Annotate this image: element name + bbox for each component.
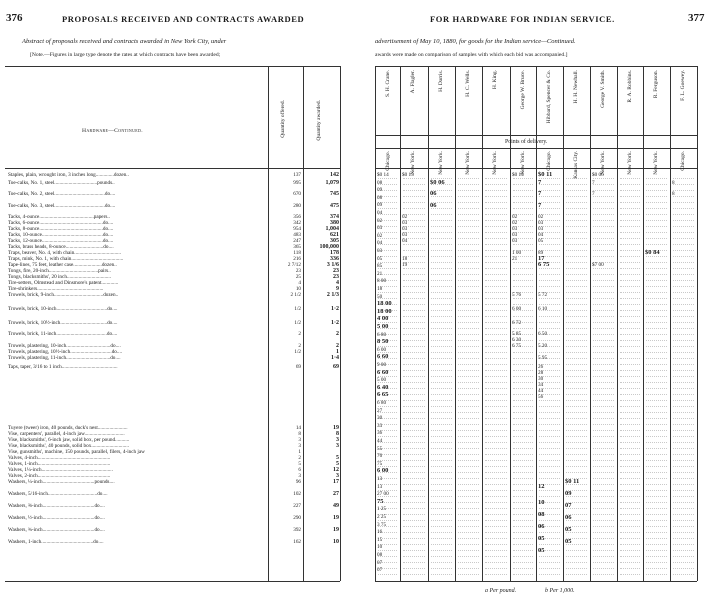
bid-value: 16 — [377, 529, 383, 536]
bid-value: 06 — [430, 202, 437, 209]
quantity-awarded: 475 — [330, 203, 339, 209]
quantity-offered: 342 — [293, 220, 301, 226]
bid-value: 30 — [538, 376, 544, 382]
quantity-offered: 8 — [298, 431, 301, 437]
bid-value: 04 — [402, 238, 408, 244]
quantity-offered: 3 — [298, 443, 301, 449]
quantity-awarded: 380 — [330, 220, 339, 226]
item-description: Tire-shrinkers................................................... — [8, 286, 104, 292]
bid-value: 04 — [538, 232, 544, 238]
quantity-offered: 25 — [295, 274, 301, 280]
bid-value: 8 — [672, 191, 675, 197]
quantity-offered: 69 — [295, 364, 301, 370]
quantity-awarded: 23 — [333, 274, 339, 280]
bid-value: 4 00 — [377, 315, 389, 323]
bid-value: 8 00 — [377, 278, 387, 285]
bid-value: $0 84 — [645, 249, 660, 256]
bid-value: 08 — [377, 552, 383, 558]
delivery-point: Chicago. — [546, 151, 552, 171]
bid-value: 6 80 — [377, 331, 387, 338]
bid-value: 5 20 — [538, 343, 548, 349]
bid-value: 07 — [377, 567, 383, 574]
delivery-point: Chicago. — [680, 151, 686, 171]
bid-value: $0 14 — [512, 172, 524, 178]
quantity-offered: 227 — [293, 503, 301, 509]
bid-value: 6 75 — [538, 261, 550, 268]
bidder-name: H. H. Newhall. — [573, 70, 579, 104]
item-description: Trowels, brick, 9-inch......................................dozen.. — [8, 292, 119, 298]
bid-value: $0 06 — [592, 172, 604, 178]
quantity-awarded: 27 — [333, 491, 339, 497]
bid-value: 6 75 — [512, 343, 522, 349]
item-description: Valves, 2-inch........................................................ — [8, 473, 111, 479]
bidder-name: Hibbard, Spencer & Co. — [546, 70, 552, 124]
quantity-awarded: 621 — [330, 232, 339, 238]
quantity-awarded: 49 — [333, 503, 339, 509]
bid-value: 15 — [377, 536, 383, 543]
bid-value: 6 65 — [377, 391, 389, 399]
bid-value: 18 00 — [377, 307, 392, 315]
bid-value: 5 00 — [377, 377, 387, 384]
item-description: Trowels, brick, 10½-inch....................................do.... — [8, 320, 118, 326]
bid-value: 85 — [377, 263, 383, 270]
item-description: Trowels, plastering, 10½-inch................................do.... — [8, 349, 123, 355]
bid-value: 8 — [672, 180, 675, 186]
quantity-offered: 2 7/12 — [287, 262, 301, 268]
bid-value: 6 40 — [377, 383, 389, 391]
item-description: Valves, 4-inch........................................................ — [8, 455, 111, 461]
bid-value: $7 00 — [592, 262, 604, 268]
quantity-awarded: 3 — [336, 473, 339, 479]
bid-value: 55 — [377, 445, 383, 452]
item-description: Washers, ¼-inch........................................pounds.... — [8, 479, 115, 485]
points-of-delivery-label: Points of delivery. — [505, 139, 548, 145]
right-running-head: FOR HARDWARE FOR INDIAN SERVICE. — [430, 14, 615, 24]
quantity-offered: 216 — [293, 256, 301, 262]
bid-value: 6 00 — [377, 467, 389, 475]
quantity-awarded: 19 — [333, 527, 339, 533]
bidder-name: R. Ferguson. — [653, 70, 659, 99]
bid-value: 05 — [377, 255, 383, 262]
item-description: Washers, 1-inch........................................do.... — [8, 539, 104, 545]
bidder-name: H. King. — [492, 70, 498, 90]
quantity-offered: 162 — [293, 539, 301, 545]
quantity-awarded: 8 — [336, 431, 339, 437]
bid-value: 27 — [377, 407, 383, 414]
bid-value: 33 — [377, 422, 383, 429]
quantity-awarded: 9 — [336, 286, 339, 292]
delivery-point: New York. — [520, 151, 526, 175]
quantity-offered: 280 — [293, 203, 301, 209]
bid-value: 5 85 — [512, 331, 522, 337]
quantity-awarded: 2 — [336, 331, 339, 337]
bid-value: 5 72 — [538, 292, 548, 298]
delivery-point: New York. — [492, 151, 498, 175]
item-description: Trowels, plastering, 10-inch..................................do.... — [8, 343, 121, 349]
bid-value: 34 — [538, 382, 544, 388]
quantity-offered: 954 — [293, 226, 301, 232]
item-description: Washers, 5/16-inch......................................do.... — [8, 491, 108, 497]
quantity-offered: 3 — [298, 473, 301, 479]
quantity-offered: 137 — [293, 172, 301, 178]
bid-value: $0 11 — [565, 478, 580, 485]
quantity-awarded: 5 — [336, 461, 339, 467]
bid-value: 8 50 — [377, 338, 389, 346]
bid-value: $0 13 — [402, 172, 414, 178]
bid-value: 56 — [538, 394, 544, 400]
bid-value: 05 — [538, 535, 545, 542]
left-note: [Note.—Figures in large type denote the rates at which contracts have been awarded; — [30, 52, 221, 58]
bid-value: 75 — [377, 460, 383, 467]
quantity-offered: 392 — [293, 527, 301, 533]
quantity-offered: 14 — [295, 425, 301, 431]
delivery-point: New York. — [627, 151, 633, 175]
bid-value: 03 — [512, 232, 518, 238]
quantity-awarded: 305 — [330, 238, 339, 244]
bid-value: 08 — [377, 179, 383, 186]
right-subtitle: advertisement of May 10, 1880, for goods for the Indian service—Continued. — [375, 38, 576, 45]
section-heading: Hardware—Continued. — [82, 128, 143, 134]
bidder-name: H. Darris. — [438, 70, 444, 92]
bid-value: 9 00 — [377, 362, 387, 368]
bid-value: 1 25 — [377, 506, 387, 513]
quantity-offered: 2 — [298, 455, 301, 461]
quantity-offered: 96 — [295, 479, 301, 485]
quantity-offered: 1/2 — [294, 349, 301, 355]
bid-value: 03 — [402, 220, 408, 226]
bid-value: 02 — [377, 232, 383, 239]
bid-value: 03 — [377, 248, 383, 254]
quantity-awarded: 745 — [330, 191, 339, 197]
quantity-awarded: 3 — [336, 437, 339, 443]
bidder-name: F. L. Goewey. — [680, 70, 686, 101]
item-description: Toe-calks, No. 1, steel.................................pounds.. — [8, 180, 115, 186]
item-description: Toe-calks, No. 2, steel.......................................do.... — [8, 191, 116, 197]
bid-value: 18 — [377, 286, 383, 292]
quantity-offered: 10 — [295, 286, 301, 292]
quantity-offered: 102 — [293, 491, 301, 497]
item-description: Vise, blacksmiths', 40 pounds, solid box............................. — [8, 443, 129, 449]
footnote-per-thousand: b Per 1,000. — [545, 588, 575, 594]
bid-value: 03 — [512, 226, 518, 232]
bid-value: 44 — [538, 388, 544, 394]
bid-value: 06 — [430, 190, 437, 197]
quantity-offered: 1 — [298, 449, 301, 455]
quantity-awarded: 19 — [333, 425, 339, 431]
quantity-offered: 247 — [293, 238, 301, 244]
item-description: Traps, beaver, No. 4, with chain.................................... — [8, 250, 121, 256]
bid-value: 7 — [592, 191, 595, 197]
bid-value: 5 76 — [512, 292, 522, 298]
col-quantity-offered: Quantity offered. — [280, 100, 286, 138]
bid-value: 08 — [538, 511, 545, 518]
item-description: Valves, 1-inch........................................................ — [8, 461, 111, 467]
delivery-point: Chicago. — [385, 151, 391, 171]
item-description: Tape-lines, 75 feet, leather case......................dozen.. — [8, 262, 117, 268]
delivery-point: New York. — [465, 151, 471, 175]
quantity-awarded: 12 — [333, 467, 339, 473]
bid-value: 08 — [377, 194, 383, 201]
bid-value: 09 — [565, 490, 572, 497]
quantity-awarded: 2 — [336, 343, 339, 349]
quantity-offered: 365 — [293, 244, 301, 250]
bid-value: 1 00 — [512, 250, 522, 256]
quantity-offered: 2 1/2 — [290, 292, 301, 298]
quantity-offered: 23 — [295, 268, 301, 274]
quantity-awarded: 17 — [333, 479, 339, 485]
quantity-awarded: 1·4 — [330, 355, 339, 361]
item-description: Vise, blacksmiths', 6-inch jaw, solid box, per pound........... — [8, 437, 130, 443]
bid-value: 6 10 — [538, 306, 548, 312]
bidder-name: H. C. Wells. — [465, 70, 471, 97]
bid-value: 6 00 — [377, 346, 387, 353]
quantity-awarded: 1,004 — [325, 226, 339, 232]
bid-value: 07 — [377, 559, 383, 566]
bid-value: 18 — [402, 256, 408, 262]
quantity-awarded: 178 — [330, 250, 339, 256]
bid-value: 03 — [377, 225, 383, 232]
item-description: Washers, ⅜-inch........................................do.... — [8, 503, 105, 509]
bid-value: 02 — [538, 214, 544, 220]
bid-value: 02 — [377, 217, 383, 224]
bid-value: 12 — [538, 483, 545, 490]
bid-value: 06 — [565, 514, 572, 521]
bid-value: 26 — [538, 364, 544, 370]
left-page-number: 376 — [6, 12, 23, 24]
quantity-awarded: 2 1/3 — [326, 292, 339, 298]
quantity-awarded: 10 — [333, 539, 339, 545]
item-description: Trowels, brick, 10-inch.......................................do.... — [8, 306, 118, 312]
bid-value: 6 50 — [538, 331, 548, 337]
bid-value: 6 80 — [377, 400, 387, 406]
quantity-awarded: 3 1/6 — [326, 262, 339, 268]
quantity-offered: 5 — [298, 461, 301, 467]
quantity-awarded: 1·2 — [330, 306, 339, 312]
bid-value: 89 — [538, 250, 544, 256]
bid-value: 03 — [402, 232, 408, 238]
delivery-point: New York. — [653, 151, 659, 175]
delivery-point: New York. — [438, 151, 444, 175]
bid-value: 02 — [512, 214, 518, 220]
bid-value: 09 — [377, 202, 383, 209]
bid-value: 75 — [377, 497, 384, 505]
bid-value: 17 — [538, 255, 545, 262]
quantity-awarded: 5 — [336, 455, 339, 461]
bid-value: 7 — [592, 180, 595, 186]
left-running-head: PROPOSALS RECEIVED AND CONTRACTS AWARDED — [62, 14, 305, 24]
bid-value: 21 — [377, 270, 383, 277]
bid-value: 03 — [538, 226, 544, 232]
quantity-awarded: 374 — [330, 214, 339, 220]
bid-value: 6 60 — [377, 353, 389, 361]
bid-value: 44 — [377, 438, 383, 444]
quantity-awarded: 69 — [333, 364, 339, 370]
item-description: Vise, gunsmiths', machine, 150 pounds, parallel, filers, 4-inch jaw — [8, 449, 145, 455]
item-description: Trowels, brick, 11-inch.......................................do.... — [8, 331, 118, 337]
bid-value: 30 — [377, 415, 383, 422]
bid-value: 05 — [538, 238, 544, 244]
item-description: Staples, plain, wrought iron, 3 inches long..............dozen.. — [8, 172, 129, 178]
quantity-offered: 6 — [298, 467, 301, 473]
bid-value: 07 — [565, 502, 572, 509]
item-description: Taps, taper, 3/16 to 1 inch........................................... — [8, 364, 118, 370]
item-description: Tuyere (tweer) iron, 40 pounds, duck's nest....................... — [8, 425, 128, 431]
bid-value: 70 — [377, 453, 383, 460]
bidder-name: A. Flagler. — [410, 70, 416, 94]
item-description: Washers, ½-inch........................................do.... — [8, 515, 105, 521]
bid-value: 7 — [538, 190, 542, 197]
bid-value: 6 60 — [377, 368, 389, 376]
item-description: Toe-calks, No. 3, steel.......................................do.... — [8, 203, 116, 209]
bidder-name: R. A. Robbins. — [627, 70, 633, 103]
footnote-per-pound: a Per pound. — [485, 588, 517, 594]
item-description: Tacks, 8-ounce.................................................do.... — [8, 226, 114, 232]
bid-value: 18 00 — [377, 300, 392, 308]
bid-value: 27 00 — [377, 491, 389, 498]
bidder-name: George W. Bruce. — [520, 70, 526, 110]
item-description: Tire-setters, Olmstead and Dinsmore's patent............. — [8, 280, 119, 286]
bid-value: 04 — [377, 240, 383, 247]
bid-value: 5 95 — [538, 355, 548, 361]
bidder-name: George V. Smith. — [600, 70, 606, 108]
bid-value: 10 — [377, 544, 383, 551]
bid-value: 28 — [538, 370, 544, 376]
bid-value: $0 14 — [377, 172, 389, 178]
item-description: Tacks, 6-ounce.................................................do.... — [8, 220, 114, 226]
right-page-number: 377 — [688, 12, 705, 24]
bid-value: 3 75 — [377, 521, 387, 528]
quantity-awarded: 100,000 — [319, 244, 339, 250]
item-description: Vise, carpenters', parallel, 4-inch jaw............................... — [8, 431, 125, 437]
delivery-point: Kansas City. — [573, 151, 579, 179]
bid-value: 7 — [538, 202, 542, 209]
quantity-offered: 1/2 — [294, 306, 301, 312]
left-subtitle: Abstract of proposals received and contracts awarded in New York City, under — [22, 38, 227, 45]
bid-value: 04 — [377, 210, 383, 216]
bid-value: $0 06 — [430, 179, 445, 186]
item-description: Traps, mink, No. 1, with chain........................................ — [8, 256, 124, 262]
quantity-offered: 2 — [298, 343, 301, 349]
quantity-offered: 483 — [293, 232, 301, 238]
quantity-offered: 4 — [298, 280, 301, 286]
bid-value: 09 — [377, 187, 383, 194]
quantity-awarded: 142 — [330, 172, 339, 178]
delivery-point: New York. — [410, 151, 416, 175]
bid-value: 6 30 — [512, 337, 522, 343]
quantity-awarded: 336 — [330, 256, 339, 262]
right-note: awards were made on comparison of samples with which each bid was accompanied.] — [375, 52, 568, 58]
bid-value: 03 — [538, 220, 544, 226]
bid-value: 10 — [538, 499, 545, 506]
quantity-offered: 3 — [298, 437, 301, 443]
bid-value: 03 — [402, 226, 408, 232]
quantity-awarded: 1 — [336, 349, 339, 355]
item-description: Trowels, plastering, 11-inch..................................do.... — [8, 355, 121, 361]
bid-value: 02 — [402, 214, 408, 220]
item-description: Tacks, 4-ounce..........................................papers.. — [8, 214, 110, 220]
quantity-awarded: 23 — [333, 268, 339, 274]
bid-value: 6 00 — [512, 306, 522, 312]
quantity-offered: 356 — [293, 214, 301, 220]
item-description: Tacks, 12-ounce...............................................do.... — [8, 238, 114, 244]
bid-value: 21 — [512, 256, 518, 262]
quantity-offered: 1/2 — [294, 320, 301, 326]
quantity-awarded: 3 — [336, 443, 339, 449]
quantity-offered: 290 — [293, 515, 301, 521]
quantity-offered: 118 — [293, 250, 301, 256]
bid-value: 5 00 — [377, 323, 389, 330]
bid-value: 13 — [377, 476, 383, 482]
quantity-offered: 995 — [293, 180, 301, 186]
item-description: Valves, 1¼-inch....................................................... — [8, 467, 113, 473]
item-description: Washers, ¾-inch........................................do.... — [8, 527, 105, 533]
bid-value: 02 — [512, 220, 518, 226]
quantity-awarded: 4 — [336, 280, 339, 286]
bid-value: 50 — [377, 293, 383, 300]
bid-value: 36 — [377, 430, 383, 437]
bid-value: 2 25 — [377, 514, 387, 520]
bid-value: 05 — [565, 538, 572, 545]
quantity-awarded: 1·2 — [330, 320, 339, 326]
item-description: Tongs, fire, 20-inch......................................pairs.. — [8, 268, 111, 274]
quantity-offered: 2 — [298, 331, 301, 337]
bid-value: 03 — [512, 238, 518, 244]
quantity-awarded: 19 — [333, 515, 339, 521]
quantity-offered: 670 — [293, 191, 301, 197]
item-description: Tongs, blacksmiths', 20 inch.................................. — [8, 274, 112, 280]
bid-value: 19 — [402, 262, 408, 268]
delivery-point: New York. — [600, 151, 606, 175]
bid-value: 05 — [538, 547, 545, 554]
col-quantity-awarded: Quantity awarded. — [316, 100, 322, 141]
bid-value: 05 — [565, 526, 572, 533]
bid-value: 13 — [377, 483, 383, 490]
item-description: Tacks, brass heads, 8-ounce.............................do.... — [8, 244, 114, 250]
bid-value: 6 72 — [512, 320, 522, 326]
quantity-awarded: 1,079 — [325, 180, 339, 186]
bidder-name: S. H. Crane. — [385, 70, 391, 98]
bid-value: 06 — [538, 523, 545, 530]
bid-value: 7 — [538, 179, 542, 186]
item-description: Tacks, 10-ounce...............................................do.... — [8, 232, 114, 238]
bid-value: $0 11 — [538, 171, 553, 178]
